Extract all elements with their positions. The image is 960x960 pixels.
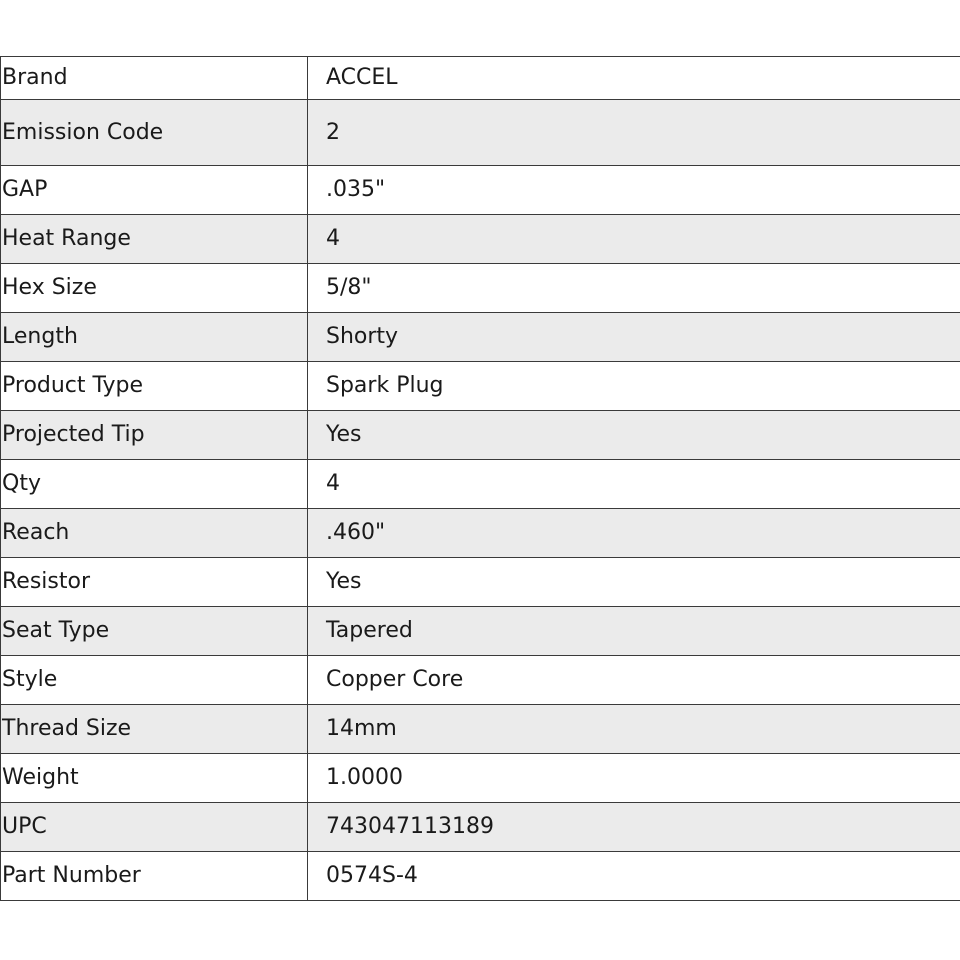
spec-label-qty: Qty — [1, 460, 308, 509]
spec-value-seat-type: Tapered — [308, 607, 960, 656]
spec-label-hex-size: Hex Size — [1, 264, 308, 313]
spec-label-product-type: Product Type — [1, 362, 308, 411]
table-row-thread-size — [1, 705, 960, 754]
spec-value-projected-tip: Yes — [308, 411, 960, 460]
table-row-resistor — [1, 558, 960, 607]
table-row-style — [1, 656, 960, 705]
spec-label-upc: UPC — [1, 803, 308, 852]
table-row-brand — [1, 57, 960, 100]
table-row-hex-size — [1, 264, 960, 313]
spec-value-heat-range: 4 — [308, 215, 960, 264]
spec-label-thread-size: Thread Size — [1, 705, 308, 754]
table-row-upc — [1, 803, 960, 852]
spec-label-projected-tip: Projected Tip — [1, 411, 308, 460]
spec-value-style: Copper Core — [308, 656, 960, 705]
spec-value-thread-size: 14mm — [308, 705, 960, 754]
spec-label-reach: Reach — [1, 509, 308, 558]
table-row-seat-type — [1, 607, 960, 656]
spec-label-heat-range: Heat Range — [1, 215, 308, 264]
spec-label-weight: Weight — [1, 754, 308, 803]
spec-label-brand: Brand — [1, 57, 308, 100]
table-row-part-number — [1, 852, 960, 901]
spec-label-part-number: Part Number — [1, 852, 308, 901]
spec-value-resistor: Yes — [308, 558, 960, 607]
spec-label-emission-code: Emission Code — [1, 100, 308, 166]
spec-value-weight: 1.0000 — [308, 754, 960, 803]
spec-value-product-type: Spark Plug — [308, 362, 960, 411]
spec-value-length: Shorty — [308, 313, 960, 362]
table-row-emission-code — [1, 100, 960, 166]
table-row-product-type — [1, 362, 960, 411]
table-row-heat-range — [1, 215, 960, 264]
spec-label-style: Style — [1, 656, 308, 705]
table-row-length — [1, 313, 960, 362]
table-row-weight — [1, 754, 960, 803]
spec-value-upc: 743047113189 — [308, 803, 960, 852]
table-row-reach — [1, 509, 960, 558]
table-row-projected-tip — [1, 411, 960, 460]
spec-value-brand: ACCEL — [308, 57, 960, 100]
spec-value-gap: .035" — [308, 166, 960, 215]
spec-label-length: Length — [1, 313, 308, 362]
spec-label-resistor: Resistor — [1, 558, 308, 607]
table-row-qty — [1, 460, 960, 509]
spec-value-emission-code: 2 — [308, 100, 960, 166]
spec-value-part-number: 0574S-4 — [308, 852, 960, 901]
spec-value-hex-size: 5/8" — [308, 264, 960, 313]
spec-value-qty: 4 — [308, 460, 960, 509]
table-row-gap — [1, 166, 960, 215]
spec-value-reach: .460" — [308, 509, 960, 558]
spec-label-gap: GAP — [1, 166, 308, 215]
spec-table — [0, 56, 960, 901]
spec-label-seat-type: Seat Type — [1, 607, 308, 656]
